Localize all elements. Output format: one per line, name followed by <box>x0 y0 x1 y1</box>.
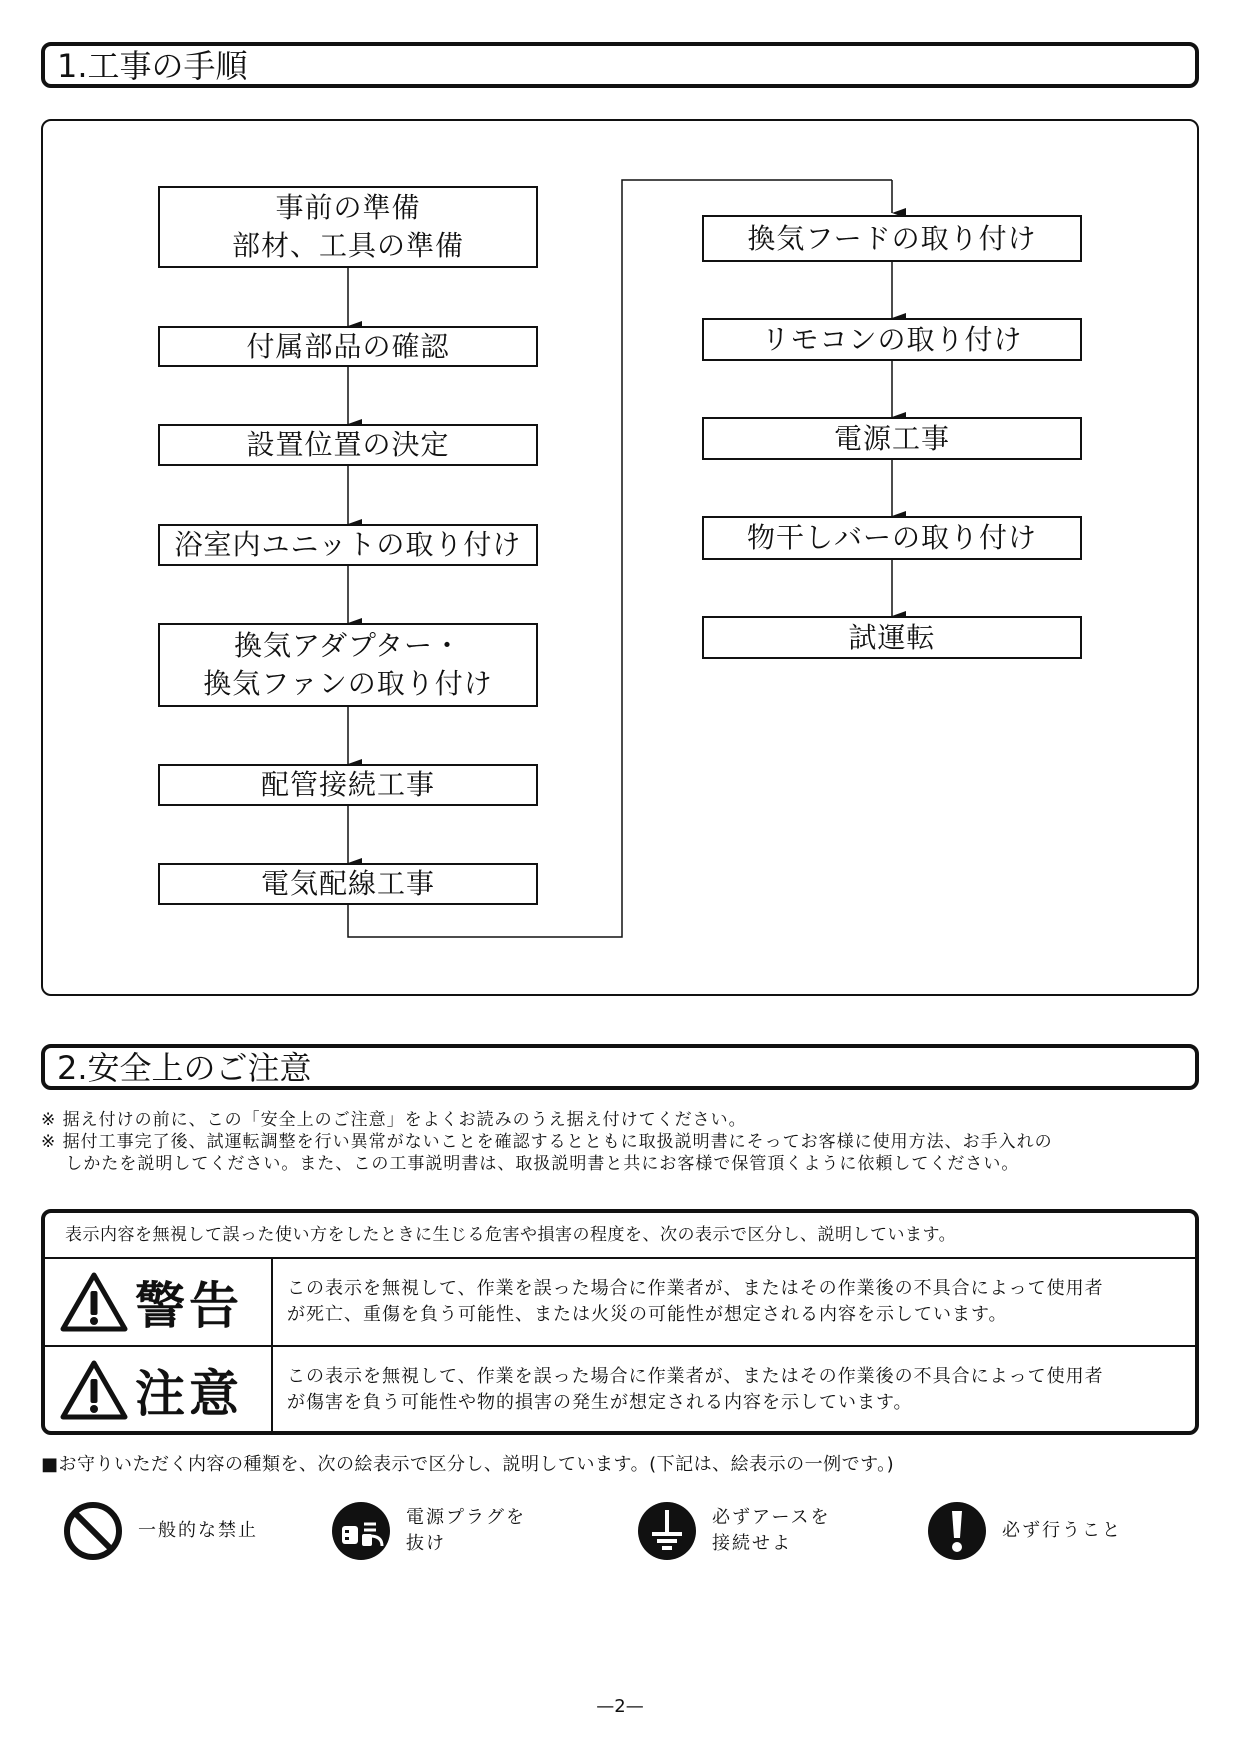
unplug-icon <box>330 1500 392 1562</box>
warning-table-intro: 表示内容を無視して誤った使い方をしたときに生じる危害や損害の程度を、次の表示で区分し、説明しています。 <box>45 1213 1195 1259</box>
section2-title: 2.安全上のご注意 <box>57 1049 312 1087</box>
flow-step-vent-adapter-fan: 換気アダプター・ 換気ファンの取り付け <box>158 623 538 707</box>
legend-label-prohibition: 一般的な禁止 <box>138 1520 258 1541</box>
caution-desc-line-1: この表示を無視して、作業を誤った場合に作業者が、またはその作業後の不具合によって使用者 <box>287 1366 1104 1387</box>
mandatory-icon <box>926 1500 988 1562</box>
warning-sign <box>45 1259 273 1345</box>
warning-sign-label: 警告 <box>135 1277 243 1335</box>
section1-title: 1.工事の手順 <box>57 47 248 85</box>
legend-label-ground: 必ずアースを 接続せよ <box>712 1507 831 1554</box>
flow-step-preparation: 事前の準備 部材、工具の準備 <box>158 186 538 268</box>
flow-step-test-run: 試運転 <box>702 616 1082 659</box>
legend-label-mandatory: 必ず行うこと <box>1002 1520 1122 1541</box>
flow-step-drying-bar: 物干しバーの取り付け <box>702 516 1082 560</box>
legend-label-unplug: 電源プラグを 抜け <box>406 1507 526 1554</box>
warning-level-table <box>41 1209 1199 1435</box>
warning-row <box>45 1259 1195 1345</box>
caution-triangle-icon <box>59 1359 129 1421</box>
flow-step-vent-hood: 換気フードの取り付け <box>702 215 1082 262</box>
caution-sign-label: 注意 <box>135 1365 243 1423</box>
section2-header <box>41 1044 1199 1090</box>
flow-step-remote: リモコンの取り付け <box>702 318 1082 361</box>
flow-step-bathroom-unit: 浴室内ユニットの取り付け <box>158 524 538 566</box>
caution-desc-line-2: が傷害を負う可能性や物的損害の発生が想定される内容を示しています。 <box>287 1392 913 1413</box>
safety-note-2: ※ 据付工事完了後、試運転調整を行い異常がないことを確認するとともに取扱説明書にそってお客様に使用方法、お手入れの <box>41 1132 1053 1152</box>
safety-note-1: ※ 据え付けの前に、この「安全上のご注意」をよくお読みのうえ据え付けてください。 <box>41 1110 747 1130</box>
warning-description <box>273 1259 1195 1345</box>
safety-note-3: しかたを説明してください。また、この工事説明書は、取扱説明書と共にお客様で保管頂くように依頼してください。 <box>41 1154 1020 1174</box>
warning-desc-line-2: が死亡、重傷を負う可能性、または火災の可能性が想定される内容を示しています。 <box>287 1304 1008 1325</box>
warning-desc-line-1: この表示を無視して、作業を誤った場合に作業者が、またはその作業後の不具合によって使用者 <box>287 1278 1104 1299</box>
flow-step-wiring: 電気配線工事 <box>158 863 538 905</box>
caution-row <box>45 1345 1195 1433</box>
legend-prohibition <box>62 1500 258 1562</box>
legend-ground <box>636 1500 831 1562</box>
legend-unplug <box>330 1500 526 1562</box>
safety-notes <box>41 1109 1211 1175</box>
warning-triangle-icon <box>59 1271 129 1333</box>
caution-description <box>273 1347 1195 1433</box>
flow-step-install-position: 設置位置の決定 <box>158 424 538 466</box>
prohibition-icon <box>62 1500 124 1562</box>
flow-step-power: 電源工事 <box>702 417 1082 460</box>
page-number: —2— <box>596 1696 644 1717</box>
flow-step-check-parts: 付属部品の確認 <box>158 326 538 367</box>
pictogram-legend-heading: ■お守りいただく内容の種類を、次の絵表示で区分し、説明しています。(下記は、絵表示の一例です。) <box>41 1454 895 1475</box>
ground-icon <box>636 1500 698 1562</box>
caution-sign <box>45 1347 273 1433</box>
flow-step-piping: 配管接続工事 <box>158 764 538 806</box>
legend-mandatory <box>926 1500 1122 1562</box>
